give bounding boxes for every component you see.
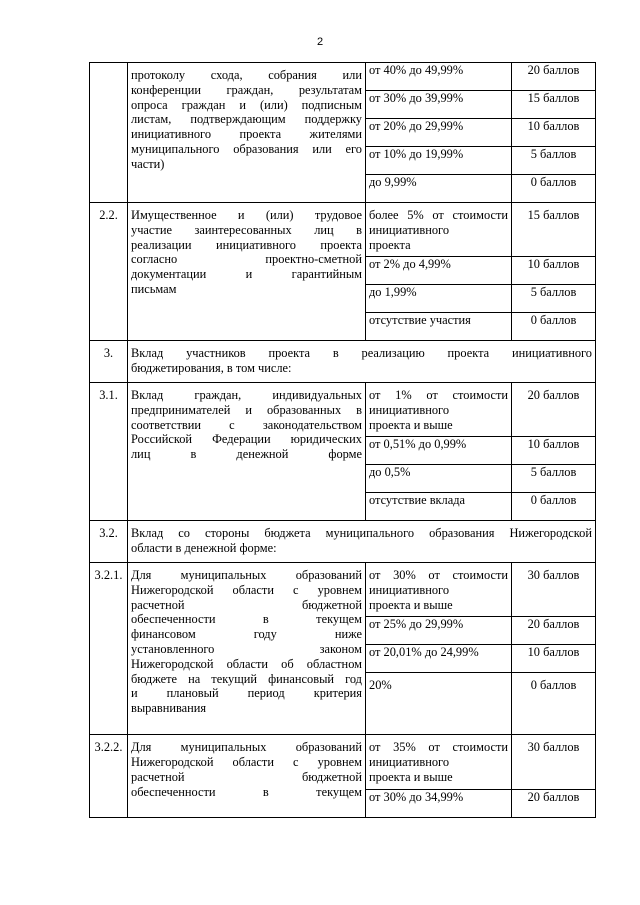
condition-cell: от 2% до 4,99% (366, 257, 512, 285)
criterion-line: выравнивания (131, 701, 207, 716)
table-row (90, 63, 596, 91)
score-cell: 0 баллов (512, 175, 596, 203)
condition-cell: от 40% до 49,99% (366, 63, 512, 91)
condition-line: инициативного (369, 755, 450, 770)
condition-line: проекта (369, 237, 411, 252)
score-cell: 15 баллов (512, 91, 596, 119)
section-heading-line: бюджетирования, в том числе: (131, 361, 292, 376)
criterion-line: расчетной бюджетной (131, 769, 362, 784)
criterion-line: Нижегородской области с уровнем (131, 755, 362, 770)
score-cell: 20 баллов (512, 63, 596, 91)
condition-cell: до 1,99% (366, 285, 512, 313)
table-row (90, 203, 596, 257)
criterion-cell (128, 562, 366, 734)
criterion-line: Имущественное и (или) трудовое (131, 208, 362, 222)
row-number: 2.2. (90, 203, 128, 341)
condition-cell: от 25% до 29,99% (366, 617, 512, 645)
section-heading-cell (128, 341, 596, 383)
page-number: 2 (316, 36, 324, 48)
criterion-line: согласно проектно-сметной (131, 252, 362, 267)
criterion-line: финансовом году ниже (131, 627, 362, 642)
section-heading-line: области в денежной форме: (131, 541, 277, 556)
score-cell: 20 баллов (512, 789, 596, 817)
condition-cell: 20% (366, 673, 512, 735)
criterion-cell (128, 203, 366, 341)
score-cell: 30 баллов (512, 735, 596, 789)
condition-cell (366, 203, 512, 257)
criterion-line: Российской Федерации юридических (131, 432, 362, 447)
criterion-line: Нижегородской области с уровнем (131, 582, 362, 597)
condition-cell: от 10% до 19,99% (366, 147, 512, 175)
condition-line: проекта и выше (369, 417, 453, 432)
criterion-line: муниципального образования или его (131, 141, 362, 156)
condition-line: проекта и выше (369, 597, 453, 612)
criterion-cell (128, 63, 366, 203)
condition-line: инициативного (369, 402, 450, 417)
condition-line: инициативного (369, 582, 450, 597)
criterion-line: Вклад граждан, индивидуальных (131, 387, 362, 402)
condition-line: от 1% от стоимости (369, 387, 508, 402)
score-cell: 10 баллов (512, 645, 596, 673)
criterion-line: участие заинтересованных лиц в (131, 222, 362, 237)
criteria-table (89, 62, 596, 818)
table-row (90, 735, 596, 789)
score-cell: 10 баллов (512, 119, 596, 147)
condition-cell: от 0,51% до 0,99% (366, 437, 512, 465)
condition-line: более 5% от стоимости (369, 208, 508, 222)
score-cell: 5 баллов (512, 465, 596, 493)
condition-cell: от 20% до 29,99% (366, 119, 512, 147)
condition-cell: до 0,5% (366, 465, 512, 493)
table-row (90, 382, 596, 436)
condition-cell (366, 382, 512, 436)
criterion-line: конференции граждан, результатам (131, 82, 362, 97)
condition-cell: отсутствие участия (366, 313, 512, 341)
condition-cell: отсутствие вклада (366, 493, 512, 521)
criterion-line: документации и гарантийным (131, 267, 362, 282)
criterion-line: и плановый период критерия (131, 686, 362, 701)
criterion-line: листам, подтверждающим поддержку (131, 112, 362, 127)
row-number: 3.2. (90, 521, 128, 563)
condition-line: от 35% от стоимости (369, 740, 508, 755)
condition-cell: от 20,01% до 24,99% (366, 645, 512, 673)
score-cell: 20 баллов (512, 617, 596, 645)
criterion-line: соответствии с законодательством (131, 417, 362, 432)
table-row (90, 562, 596, 616)
table-row (90, 341, 596, 383)
condition-cell (366, 562, 512, 616)
condition-cell: от 30% до 34,99% (366, 789, 512, 817)
criterion-line: части) (131, 156, 165, 171)
row-number (90, 63, 128, 203)
table-row (90, 521, 596, 563)
criterion-line: установленного законом (131, 641, 362, 656)
row-number: 3. (90, 341, 128, 383)
criterion-line: бюджете на текущий финансовый год (131, 671, 362, 686)
criterion-line: расчетной бюджетной (131, 597, 362, 612)
score-cell: 10 баллов (512, 257, 596, 285)
score-cell: 20 баллов (512, 382, 596, 436)
row-number: 3.1. (90, 382, 128, 520)
criterion-line: инициативного проекта жителями (131, 127, 362, 142)
section-heading-line: Вклад участников проекта в реализацию проекта инициативного (131, 346, 592, 361)
criterion-line: Для муниципальных образований (131, 567, 362, 582)
criterion-line: реализации инициативного проекта (131, 237, 362, 252)
score-cell: 10 баллов (512, 437, 596, 465)
criterion-line: письмам (131, 281, 177, 296)
score-cell: 5 баллов (512, 285, 596, 313)
score-cell: 0 баллов (512, 313, 596, 341)
condition-cell: от 30% до 39,99% (366, 91, 512, 119)
criterion-line: лиц в денежной форме (131, 447, 362, 462)
criterion-cell (128, 735, 366, 817)
criterion-line: опроса граждан и (или) подписным (131, 97, 362, 112)
section-heading-cell (128, 521, 596, 563)
condition-cell (366, 735, 512, 789)
criterion-line: протоколу схода, собрания или (131, 68, 362, 82)
condition-line: от 30% от стоимости (369, 567, 508, 582)
criterion-line: обеспеченности в текущем (131, 784, 362, 799)
score-cell: 5 баллов (512, 147, 596, 175)
criterion-cell (128, 382, 366, 520)
criterion-line: предпринимателей и образованных в (131, 402, 362, 417)
condition-line: проекта и выше (369, 769, 453, 784)
condition-line: инициативного (369, 222, 450, 237)
criterion-line: Нижегородской области об областном (131, 656, 362, 671)
score-cell: 0 баллов (512, 493, 596, 521)
score-cell: 0 баллов (512, 673, 596, 735)
row-number: 3.2.2. (90, 735, 128, 817)
section-heading-line: Вклад со стороны бюджета муниципального образования Нижегородской (131, 526, 592, 541)
row-number: 3.2.1. (90, 562, 128, 734)
score-cell: 15 баллов (512, 203, 596, 257)
score-cell: 30 баллов (512, 562, 596, 616)
condition-cell: до 9,99% (366, 175, 512, 203)
criterion-line: Для муниципальных образований (131, 740, 362, 755)
criterion-line: обеспеченности в текущем (131, 612, 362, 627)
